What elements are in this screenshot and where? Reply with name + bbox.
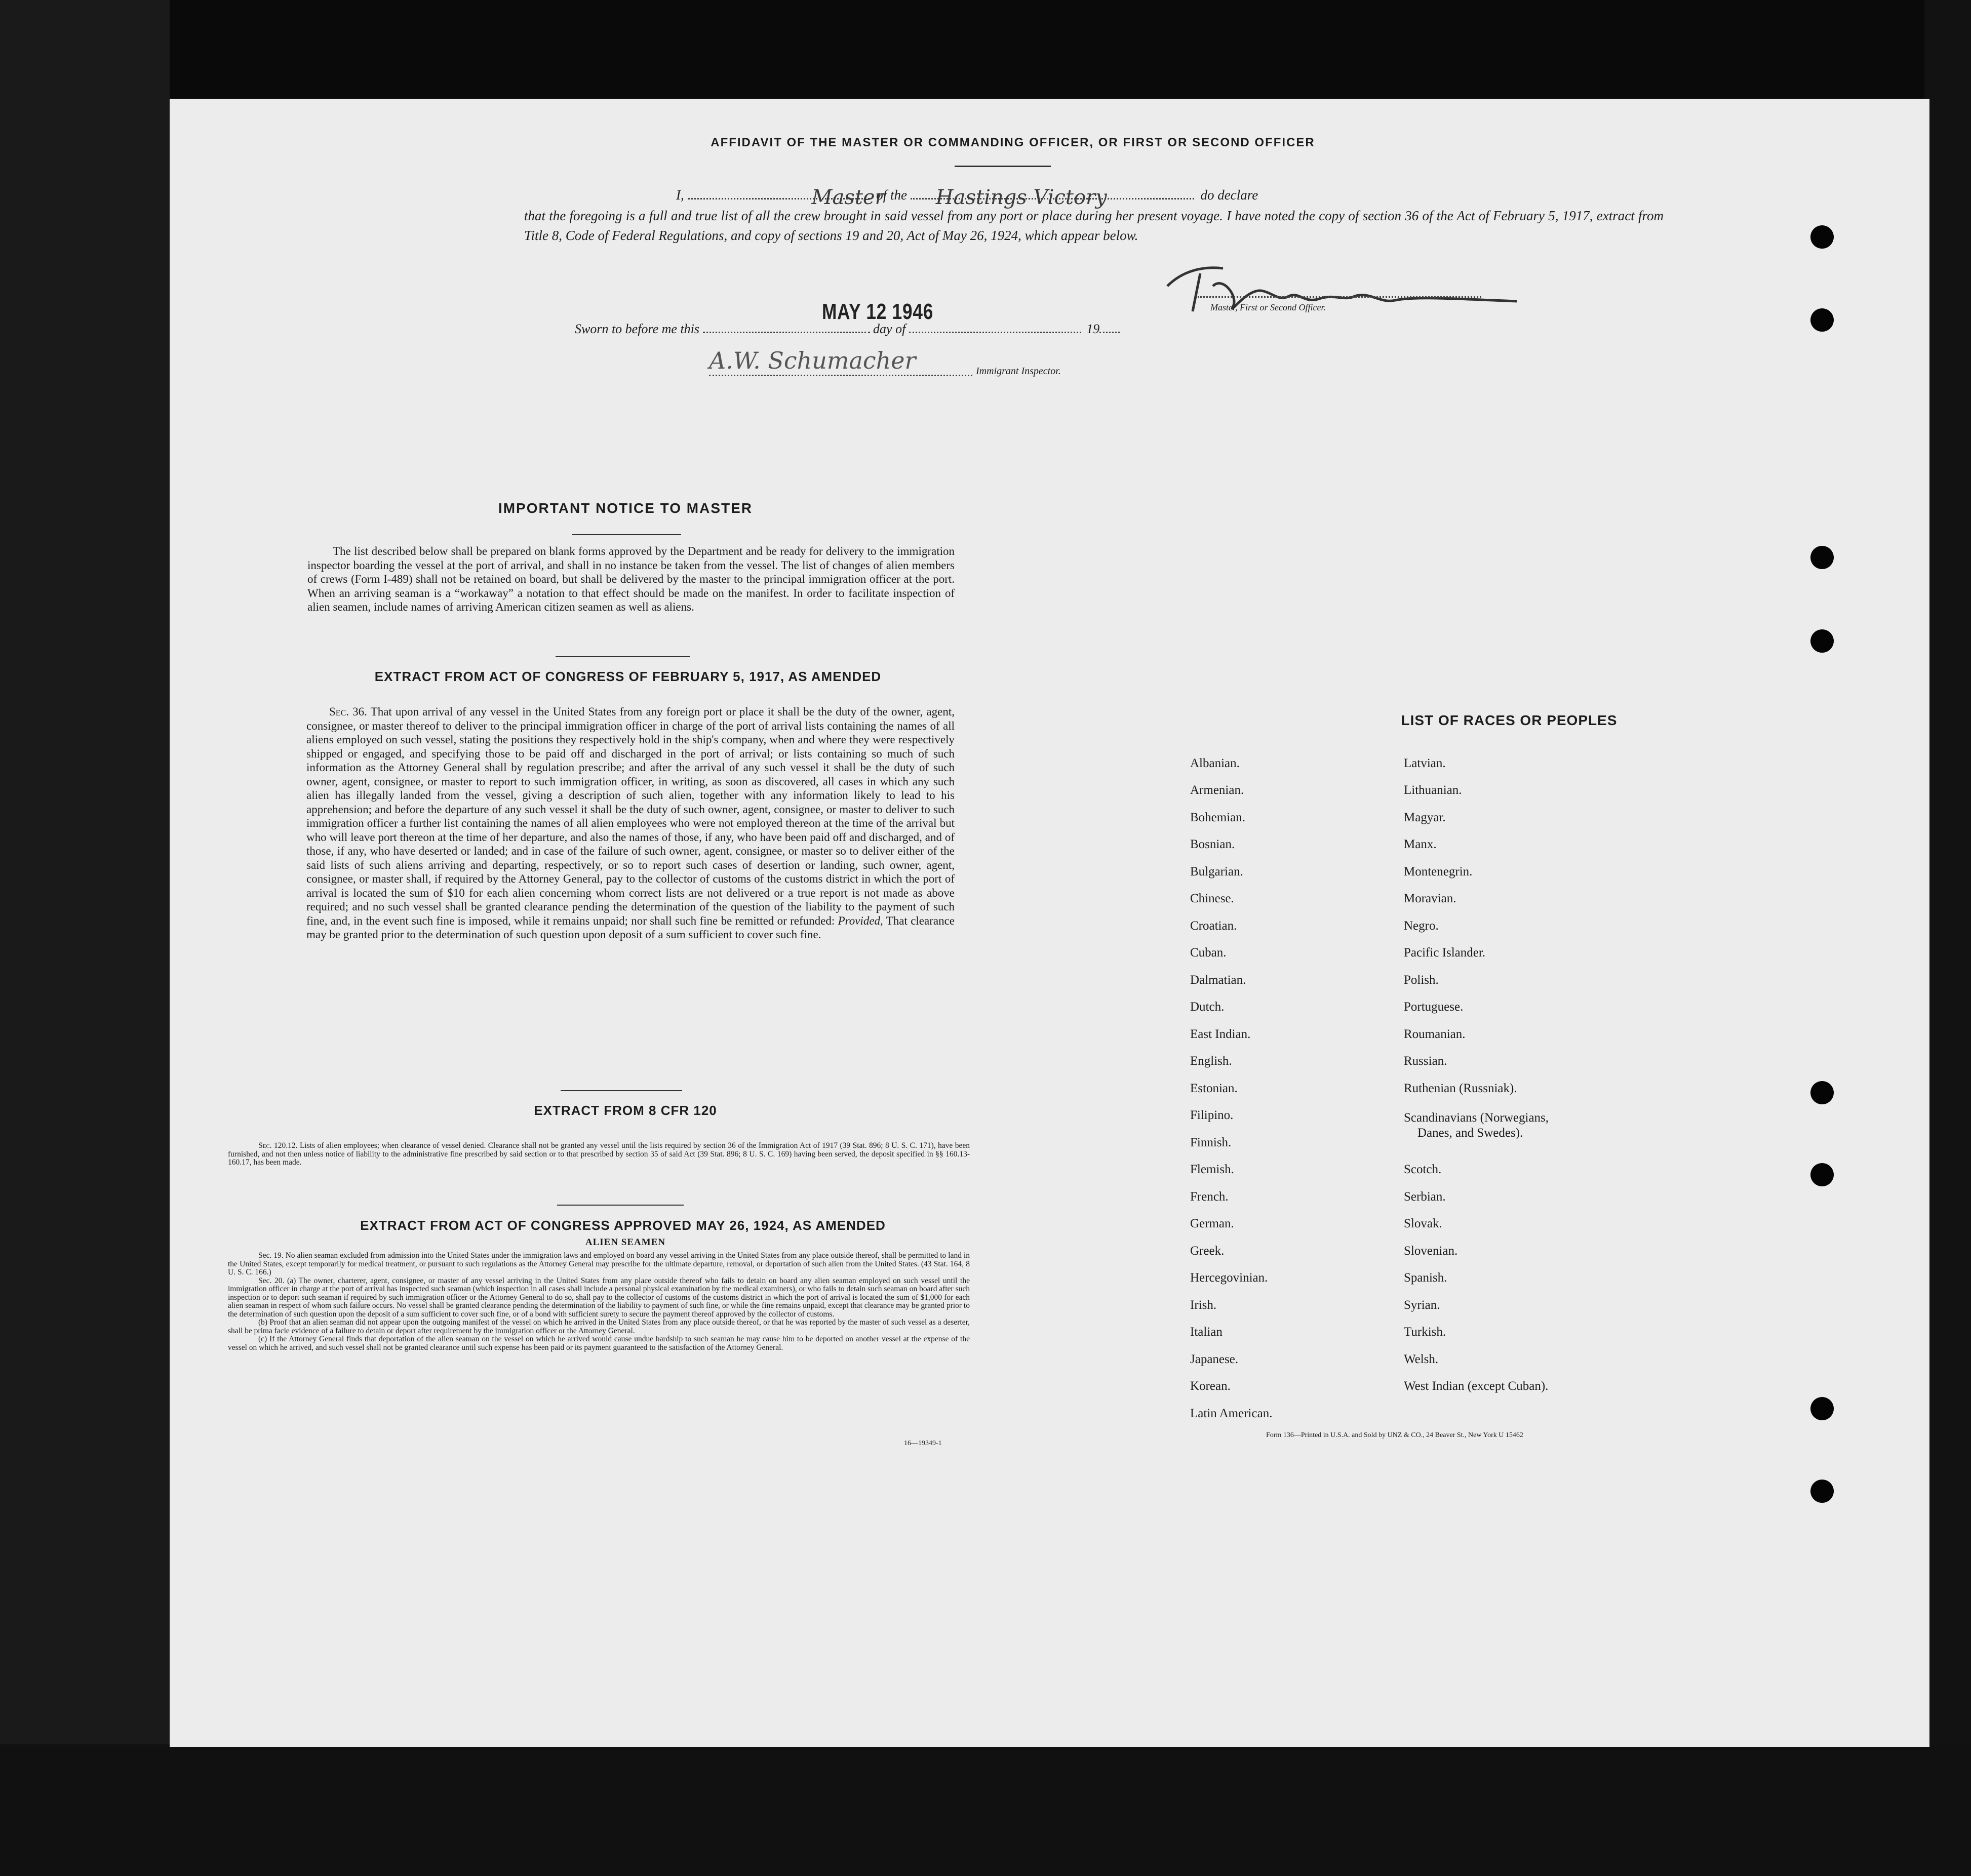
race-item: Bulgarian. <box>1190 865 1243 879</box>
race-item: Greek. <box>1190 1244 1225 1258</box>
sworn-day-field <box>703 332 870 333</box>
races-title: LIST OF RACES OR PEOPLES <box>1401 712 1618 728</box>
race-item: Estonian. <box>1190 1082 1238 1095</box>
date-stamp: MAY 12 1946 <box>822 299 934 324</box>
race-item: Armenian. <box>1190 783 1244 797</box>
year-prefix-label: 19 <box>1086 322 1100 336</box>
race-item: Danes, and Swedes). <box>1417 1126 1523 1140</box>
inspector-dotted-line <box>709 375 972 376</box>
race-item: Cuban. <box>1190 946 1227 960</box>
race-item: Magyar. <box>1404 811 1446 824</box>
race-item: Hercegovinian. <box>1190 1271 1268 1285</box>
extract-1924-title: EXTRACT FROM ACT OF CONGRESS APPROVED MAY 26, 1924, AS AMENDED <box>360 1218 886 1233</box>
race-item: French. <box>1190 1190 1229 1204</box>
race-item: Russian. <box>1404 1054 1447 1068</box>
race-item: Dutch. <box>1190 1000 1225 1014</box>
inspector-caption: Immigrant Inspector. <box>976 366 1061 377</box>
notice-text: The list described below shall be prepared on blank forms approved by the Department and be ready for delivery to the immigration inspector boarding the vessel at the port of arrival, and shall in no instance be taken from the vessel. The list of changes of alien members of crews (Form I-489) shall not be retained on board, but shall be delivered by the master to the principal immigration officer at the port. When an arriving seaman is a “workaway” a notation to that effect should be made on the manifest. In order to facilitate inspection of alien seamen, include names of arriving American citizen seamen as well as aliens. <box>307 545 955 613</box>
signature-caption: Master, First or Second Officer. <box>1210 302 1326 312</box>
race-item: Syrian. <box>1404 1298 1440 1312</box>
affidavit-title: AFFIDAVIT OF THE MASTER OR COMMANDING OFFICER, OR FIRST OR SECOND OFFICER <box>711 136 1315 149</box>
signature-dotted-line <box>1198 296 1481 298</box>
sec-19: Sec. 19. No alien seaman excluded from admission into the United States under the immigration laws and employed on board any vessel arriving in the United States from any place outside thereof, shall be permitted to land in the United States, except temporarily for medical treatment, or pursuant to such regulations as the Attorney General may prescribe for the ultimate departure, removal, or deportation of such alien from the United States. (43 Stat. 164, 8 U. S. C. 166.) <box>228 1251 970 1276</box>
affidavit-title-rule <box>955 166 1051 167</box>
binder-hole <box>1810 308 1834 332</box>
sec-20b: (b) Proof that an alien seaman did not appear upon the outgoing manifest of the vessel on which he arrived in the United States from any place outside thereof, or that he was reported by the master of such vessel as a deserter, shall be prima facie evidence of a failure to detain or deport after requirement by the immigration officer or the Attorney General. <box>228 1318 970 1335</box>
race-item: Polish. <box>1404 973 1439 987</box>
race-item: Flemish. <box>1190 1163 1234 1176</box>
race-item: Montenegrin. <box>1404 865 1473 879</box>
binder-hole <box>1810 1397 1834 1420</box>
race-item: Filipino. <box>1190 1108 1234 1122</box>
race-item: Scandinavians (Norwegians, <box>1404 1111 1549 1125</box>
of-the-label: of the <box>876 187 907 203</box>
race-item: Welsh. <box>1404 1352 1439 1366</box>
extract-1924-subtitle: ALIEN SEAMEN <box>585 1237 666 1248</box>
sworn-month-field <box>909 332 1081 333</box>
printer-footer: Form 136—Printed in U.S.A. and Sold by UNZ & CO., 24 Beaver St., New York U 15462 <box>1266 1431 1523 1439</box>
sec-20a: Sec. 20. (a) The owner, charterer, agent, consignee, or master of any vessel arriving in the United States from any place outside thereof who fails to detain on board any alien seaman employed on such vessel until the immigration officer in charge at the port of arrival has inspected such seaman (which inspection in all cases shall include a personal physical examination by the medical examiners), or who fails to detain such seaman on board after such inspection or to deport such seaman if required by such immigration officer or the Attorney General to do so, shall pay to the collector of customs of the customs district in which the port of arrival is located the sum of $1,000 for each alien seaman in respect of whom such failure occurs. No vessel shall be granted clearance pending the determination of the liability to payment of such fine, or while the fine remains unpaid, except that clearance may be granted prior to the determination of such question upon the deposit of a sum sufficient to cover such fine, or of a bond with sufficient surety to secure the payment thereof approved by the collector of customs. <box>228 1276 970 1319</box>
extract-1917-title: EXTRACT FROM ACT OF CONGRESS OF FEBRUARY 5, 1917, AS AMENDED <box>374 669 882 684</box>
scan-border-right <box>1924 0 1971 1876</box>
binder-hole <box>1810 629 1834 653</box>
race-item: West Indian (except Cuban). <box>1404 1379 1549 1393</box>
race-item: Italian <box>1190 1325 1223 1339</box>
race-item: Slovak. <box>1404 1217 1442 1230</box>
sec-36-body: That upon arrival of any vessel in the United States from any foreign port or place it shall be the duty of the owner, agent, consignee, or master thereof to deliver to the principal immigration officer in charge of the port of arrival lists containing the names of all aliens employed on such vessel, stating the positions they respectively hold in the ship's company, when and where they were respectively shipped or engaged, and specifying those to be paid off and discharged in the port of arrival; or lists containing so much of such information as the Attorney General shall by regulation prescribe; and after the arrival of any such vessel it shall be the duty of such owner, agent, consignee, or master to report to such immigration officer, in writing, as soon as discovered, all cases in which any such alien has illegally landed from the vessel, giving a description of such alien, together with any information likely to lead to his apprehension; and before the departure of any such vessel it shall be the duty of such owner, agent, consignee, or master to deliver to such immigration officer a further list containing the names of all alien employees who were not employed thereon at the time of the arrival but who will leave port thereon at the time of her departure, and also the names of those, if any, who have been paid off and discharged, and of those, if any, who have deserted or landed; and in case of the failure of such owner, agent, consignee, or master so to deliver either of the said lists of such aliens arriving and departing, respectively, or so to report such cases of desertion or landing, such owner, agent, consignee, or master shall, if required by the Attorney General, pay to the collector of customs of the customs district in which the port of arrival is located the sum of $10 for each alien concerning whom correct lists are not delivered or a true report is not made as above required; and no such vessel shall be granted clearance pending the determination of the question of the liability to the payment of such fine, and, in the event such fine is imposed, while it remains unpaid; nor shall such fine be remitted or refunded: <box>306 705 955 927</box>
master-signature <box>1152 256 1527 322</box>
affidavit-line1 <box>676 186 1638 209</box>
race-item: Scotch. <box>1404 1163 1442 1176</box>
binder-hole <box>1810 1480 1834 1503</box>
race-item: English. <box>1190 1054 1232 1068</box>
divider-2 <box>561 1090 682 1091</box>
notice-title-rule <box>572 534 681 535</box>
race-item: Irish. <box>1190 1298 1217 1312</box>
vessel-name-field <box>911 186 1194 209</box>
sec-20c: (c) If the Attorney General finds that deportation of the alien seaman on the vessel on which he arrived would cause undue hardship to such seaman he may cause him to be deported on another vessel at the expense of the vessel on which he arrived, and such vessel shall not be granted clearance until such expense has been paid or its payment guaranteed to the satisfaction of the Attorney General. <box>228 1335 970 1352</box>
race-item: Chinese. <box>1190 892 1234 905</box>
race-item: Portuguese. <box>1404 1000 1464 1014</box>
binder-hole <box>1810 1163 1834 1186</box>
binder-hole <box>1810 1081 1834 1104</box>
binder-hole <box>1810 546 1834 569</box>
race-item: German. <box>1190 1217 1234 1230</box>
extract-1917-text <box>306 705 955 942</box>
race-item: Japanese. <box>1190 1352 1239 1366</box>
race-item: Turkish. <box>1404 1325 1446 1339</box>
sworn-line <box>575 322 1334 337</box>
do-declare-label: do declare <box>1200 187 1258 203</box>
race-item: Manx. <box>1404 837 1437 851</box>
document-page <box>170 99 1929 1747</box>
race-item: Albanian. <box>1190 756 1240 770</box>
form-number: 16—19349-1 <box>904 1440 942 1447</box>
divider-1 <box>556 656 690 657</box>
sec-36-end: That clearance may be granted prior to the determination of such question upon deposit of a sum sufficient to cover such fine. <box>306 914 955 941</box>
handwritten-master: Master <box>811 186 885 209</box>
master-name-field <box>688 186 885 209</box>
handwritten-vessel: Hastings Victory <box>935 186 1107 209</box>
race-item: Ruthenian (Russniak). <box>1404 1082 1517 1095</box>
extract-cfr-text <box>228 1142 970 1167</box>
sworn-year-field <box>1099 332 1120 333</box>
day-of-label: day of <box>873 322 906 336</box>
race-item: Moravian. <box>1404 892 1456 905</box>
race-item: Bosnian. <box>1190 837 1235 851</box>
sec-120-label: Sec. 120.12. <box>258 1141 298 1150</box>
extract-1924-text <box>228 1252 970 1352</box>
notice-title: IMPORTANT NOTICE TO MASTER <box>498 500 753 516</box>
race-item: Finnish. <box>1190 1136 1232 1149</box>
extract-cfr-title: EXTRACT FROM 8 CFR 120 <box>534 1103 717 1118</box>
race-item: Croatian. <box>1190 919 1237 933</box>
race-item: Slovenian. <box>1404 1244 1458 1258</box>
sec-120-body: Lists of alien employees; when clearance of vessel denied. Clearance shall not be granted any vessel until the lists required by section 36 of the Immigration Act of 1917 (39 Stat. 896; 8 U. S. C. 171), have been furnished, and not then unless notice of liability to the administrative fine prescribed by said section or to that prescribed by section 35 of said Act (39 Stat. 896; 8 U. S. C. 169) having been served, the deposit specified in §§ 160.13-160.17, has been made. <box>228 1141 970 1167</box>
race-item: Spanish. <box>1404 1271 1447 1285</box>
sworn-label: Sworn to before me this <box>575 322 700 336</box>
race-item: Negro. <box>1404 919 1439 933</box>
binder-hole <box>1810 225 1834 249</box>
inspector-signature: A.W. Schumacher <box>709 347 916 374</box>
race-item: Latvian. <box>1404 756 1446 770</box>
affidavit-i-label: I, <box>676 187 684 203</box>
scan-border-bottom <box>0 1744 1971 1876</box>
sec-36-label: Sec. 36. <box>329 705 367 718</box>
affidavit-body: that the foregoing is a full and true list of all the crew brought in said vessel from any port or place during her present voyage. I have noted the copy of section 36 of the Act of February 5, 1917, extract from Title 8, Code of Federal Regulations, and copy of sections 19 and 20, Act of May 26, 1924, which appear below. <box>524 208 1664 243</box>
race-item: Pacific Islander. <box>1404 946 1486 960</box>
race-item: Latin American. <box>1190 1407 1273 1420</box>
race-item: Dalmatian. <box>1190 973 1246 987</box>
divider-3 <box>557 1205 684 1206</box>
race-item: Roumanian. <box>1404 1027 1466 1041</box>
scan-border-left <box>0 0 170 1876</box>
race-item: Serbian. <box>1404 1190 1446 1204</box>
provided-label: Provided, <box>838 914 883 927</box>
race-item: Bohemian. <box>1190 811 1246 824</box>
race-item: East Indian. <box>1190 1027 1251 1041</box>
race-item: Lithuanian. <box>1404 783 1462 797</box>
race-item: Korean. <box>1190 1379 1231 1393</box>
